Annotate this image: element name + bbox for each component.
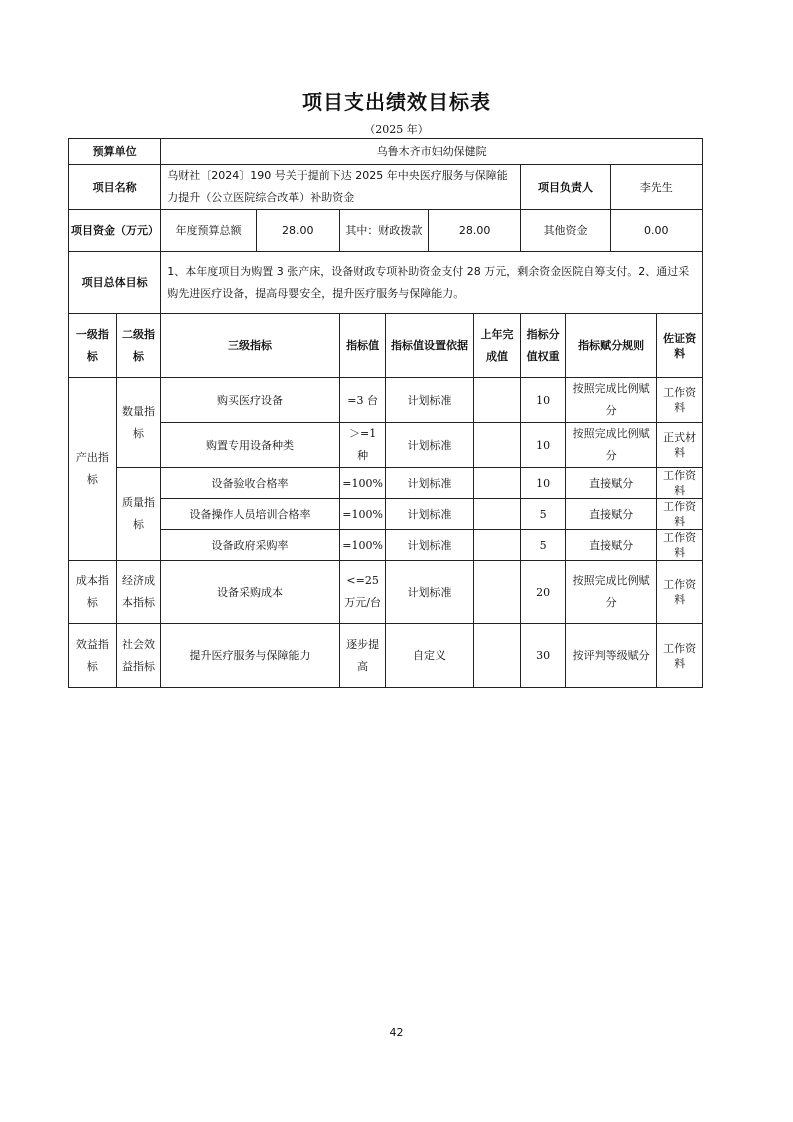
- indicator-last-year: [473, 624, 521, 688]
- indicator-weight: 10: [521, 468, 566, 499]
- group-quality: 质量指标: [116, 468, 161, 561]
- indicator-basis: 计划标准: [386, 378, 473, 423]
- group-benefit: 效益指标: [69, 624, 117, 688]
- indicator-weight: 10: [521, 423, 566, 468]
- performance-table: [68, 138, 703, 688]
- group-social: 社会效益指标: [116, 624, 161, 688]
- header-level3: 三级指标: [161, 314, 339, 378]
- funds-label: 项目资金（万元）: [69, 210, 161, 252]
- fiscal-label: 其中：财政拨款: [339, 210, 428, 252]
- header-level2: 二级指标: [116, 314, 161, 378]
- indicator-value: =100%: [339, 499, 386, 530]
- header-value: 指标值: [339, 314, 386, 378]
- annual-budget-label: 年度预算总额: [161, 210, 256, 252]
- indicator-rule: 按照完成比例赋分: [565, 423, 656, 468]
- indicator-weight: 5: [521, 499, 566, 530]
- goal-value: 1、本年度项目为购置 3 张产床，设备财政专项补助资金支付 28 万元，剩余资金医院自筹支付。2、通过采购先进医疗设备，提高母婴安全，提升医疗服务与保障能力。: [161, 252, 703, 314]
- indicator-evidence: 工作资料: [657, 468, 703, 499]
- table-row: [69, 624, 703, 688]
- other-funds-value: 0.00: [610, 210, 702, 252]
- page-number: 42: [389, 1026, 404, 1039]
- goal-label: 项目总体目标: [69, 252, 161, 314]
- indicator-evidence: 工作资料: [657, 561, 703, 624]
- indicator-last-year: [473, 468, 521, 499]
- indicator-name: 设备验收合格率: [161, 468, 339, 499]
- indicator-value: 逐步提高: [339, 624, 386, 688]
- indicator-evidence: 正式材料: [657, 423, 703, 468]
- indicator-value: <=25 万元/台: [339, 561, 386, 624]
- budget-unit-label: 预算单位: [69, 139, 161, 165]
- indicator-basis: 计划标准: [386, 468, 473, 499]
- header-level1: 一级指标: [69, 314, 117, 378]
- indicator-weight: 5: [521, 530, 566, 561]
- indicator-name: 购买医疗设备: [161, 378, 339, 423]
- indicator-value: ＞=1 种: [339, 423, 386, 468]
- indicator-name: 设备操作人员培训合格率: [161, 499, 339, 530]
- table-row: [69, 499, 703, 530]
- header-basis: 指标值设置依据: [386, 314, 473, 378]
- indicator-rule: 直接赋分: [565, 468, 656, 499]
- indicator-value: =3 台: [339, 378, 386, 423]
- indicator-last-year: [473, 378, 521, 423]
- indicator-rule: 直接赋分: [565, 499, 656, 530]
- budget-unit-value: 乌鲁木齐市妇幼保健院: [161, 139, 703, 165]
- group-cost: 成本指标: [69, 561, 117, 624]
- indicator-basis: 计划标准: [386, 499, 473, 530]
- indicator-name: 设备政府采购率: [161, 530, 339, 561]
- table-row: [69, 378, 703, 423]
- indicator-value: =100%: [339, 468, 386, 499]
- indicator-basis: 计划标准: [386, 423, 473, 468]
- indicator-weight: 30: [521, 624, 566, 688]
- indicator-evidence: 工作资料: [657, 530, 703, 561]
- group-economic: 经济成本指标: [116, 561, 161, 624]
- project-leader-value: 李先生: [610, 165, 702, 210]
- indicator-weight: 20: [521, 561, 566, 624]
- indicator-rule: 按照完成比例赋分: [565, 561, 656, 624]
- project-name-label: 项目名称: [69, 165, 161, 210]
- indicator-last-year: [473, 530, 521, 561]
- table-row: [69, 468, 703, 499]
- table-row: [69, 561, 703, 624]
- indicator-name: 设备采购成本: [161, 561, 339, 624]
- indicator-rule: 按照完成比例赋分: [565, 378, 656, 423]
- indicator-rule: 直接赋分: [565, 530, 656, 561]
- project-leader-label: 项目负责人: [521, 165, 610, 210]
- indicator-value: =100%: [339, 530, 386, 561]
- group-output: 产出指标: [69, 378, 117, 561]
- indicator-evidence: 工作资料: [657, 378, 703, 423]
- header-evidence: 佐证资料: [657, 314, 703, 378]
- indicator-last-year: [473, 499, 521, 530]
- indicator-weight: 10: [521, 378, 566, 423]
- group-quantity: 数量指标: [116, 378, 161, 468]
- fiscal-value: 28.00: [429, 210, 521, 252]
- indicator-name: 购置专用设备种类: [161, 423, 339, 468]
- page-title: 项目支出绩效目标表: [302, 90, 491, 114]
- indicator-last-year: [473, 561, 521, 624]
- table-row: [69, 423, 703, 468]
- indicator-basis: 计划标准: [386, 530, 473, 561]
- indicator-basis: 自定义: [386, 624, 473, 688]
- project-name-value: 乌财社〔2024〕190 号关于提前下达 2025 年中央医疗服务与保障能力提升（公立医院综合改革）补助资金: [161, 165, 521, 210]
- year-label: （2025 年）: [364, 123, 429, 136]
- indicator-basis: 计划标准: [386, 561, 473, 624]
- indicator-evidence: 工作资料: [657, 624, 703, 688]
- header-rule: 指标赋分规则: [565, 314, 656, 378]
- indicator-evidence: 工作资料: [657, 499, 703, 530]
- indicator-name: 提升医疗服务与保障能力: [161, 624, 339, 688]
- indicator-rule: 按评判等级赋分: [565, 624, 656, 688]
- indicator-last-year: [473, 423, 521, 468]
- header-last-year: 上年完成值: [473, 314, 521, 378]
- header-weight: 指标分值权重: [521, 314, 566, 378]
- annual-budget-value: 28.00: [256, 210, 339, 252]
- table-row: [69, 530, 703, 561]
- other-funds-label: 其他资金: [521, 210, 610, 252]
